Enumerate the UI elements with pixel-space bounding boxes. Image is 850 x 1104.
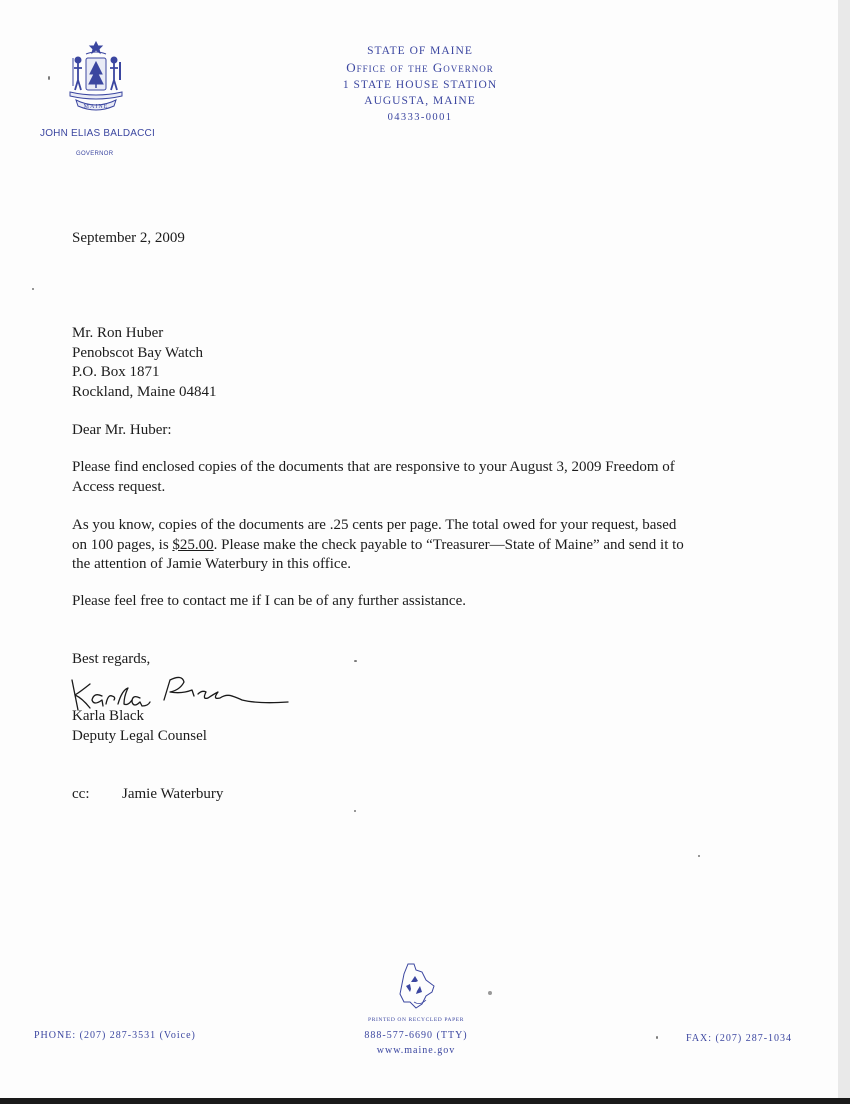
footer-fax: FAX: (207) 287-1034: [686, 1033, 793, 1044]
signer-title: Deputy Legal Counsel: [72, 728, 207, 744]
amount-owed: $25.00: [172, 536, 214, 553]
scan-speck: [354, 660, 357, 662]
maine-state-seal-icon: [64, 40, 128, 114]
letterhead-office: Office of the Governor: [346, 59, 494, 75]
recipient-line: P.O. Box 1871: [72, 364, 160, 381]
footer-phone: PHONE: (207) 287-3531 (Voice): [34, 1030, 196, 1041]
scan-speck: [354, 810, 356, 812]
recipient-line: Rockland, Maine 04841: [72, 383, 217, 400]
paragraph-line: Access request.: [72, 478, 166, 495]
letterhead-address: 1 STATE HOUSE STATION: [342, 78, 498, 91]
signer-name: Karla Black: [72, 708, 145, 724]
scan-speck: [32, 288, 34, 290]
scan-speck: [488, 991, 492, 995]
scan-speck: [48, 76, 50, 80]
paragraph-line: the attention of Jamie Waterbury in this office.: [72, 556, 351, 572]
letterhead-city: AUGUSTA, MAINE: [364, 95, 476, 108]
recipient-line: Mr. Ron Huber: [72, 325, 164, 341]
cc-recipient: Jamie Waterbury: [122, 786, 224, 802]
paragraph-text: on 100 pages, is: [72, 536, 173, 553]
paragraph-1: [72, 458, 772, 497]
governor-title: GOVERNOR: [76, 151, 114, 157]
recycled-paper-maine-icon: [392, 962, 438, 1012]
scan-speck: [698, 855, 700, 857]
salutation: Dear Mr. Huber:: [72, 422, 172, 438]
recipient-line: Penobscot Bay Watch: [72, 344, 203, 361]
paragraph-3: Please feel free to contact me if I can be of any further assistance.: [72, 593, 466, 609]
paragraph-line: As you know, copies of the documents are .25 cents per page. The total owed for your request, based: [72, 517, 677, 533]
cc-label: cc:: [72, 786, 90, 802]
paragraph-2: [72, 516, 772, 575]
paragraph-line: [72, 536, 772, 556]
recycled-paper-note: PRINTED ON RECYCLED PAPER: [368, 1017, 464, 1023]
recipient-address: [72, 324, 217, 402]
scan-bottom-edge: [0, 1098, 850, 1104]
letterhead-state: STATE OF MAINE: [367, 45, 473, 57]
governor-name: JOHN ELIAS BALDACCI: [40, 128, 155, 139]
footer-tty: 888-577-6690 (TTY): [364, 1030, 468, 1041]
paragraph-text: . Please make the check payable to “Treasurer—State of Maine” and send it to: [213, 536, 684, 553]
scan-edge: [838, 0, 850, 1104]
letter-date: September 2, 2009: [72, 230, 185, 246]
paragraph-line: Please find enclosed copies of the documents that are responsive to your August 3, 2009 Freedom of: [72, 459, 675, 475]
svg-text:MAINE: MAINE: [83, 104, 109, 110]
letterhead-zip: 04333-0001: [387, 112, 453, 124]
closing: Best regards,: [72, 651, 151, 667]
footer-website: www.maine.gov: [376, 1045, 456, 1056]
scan-speck: [656, 1036, 658, 1039]
letterhead-block: [300, 43, 540, 127]
